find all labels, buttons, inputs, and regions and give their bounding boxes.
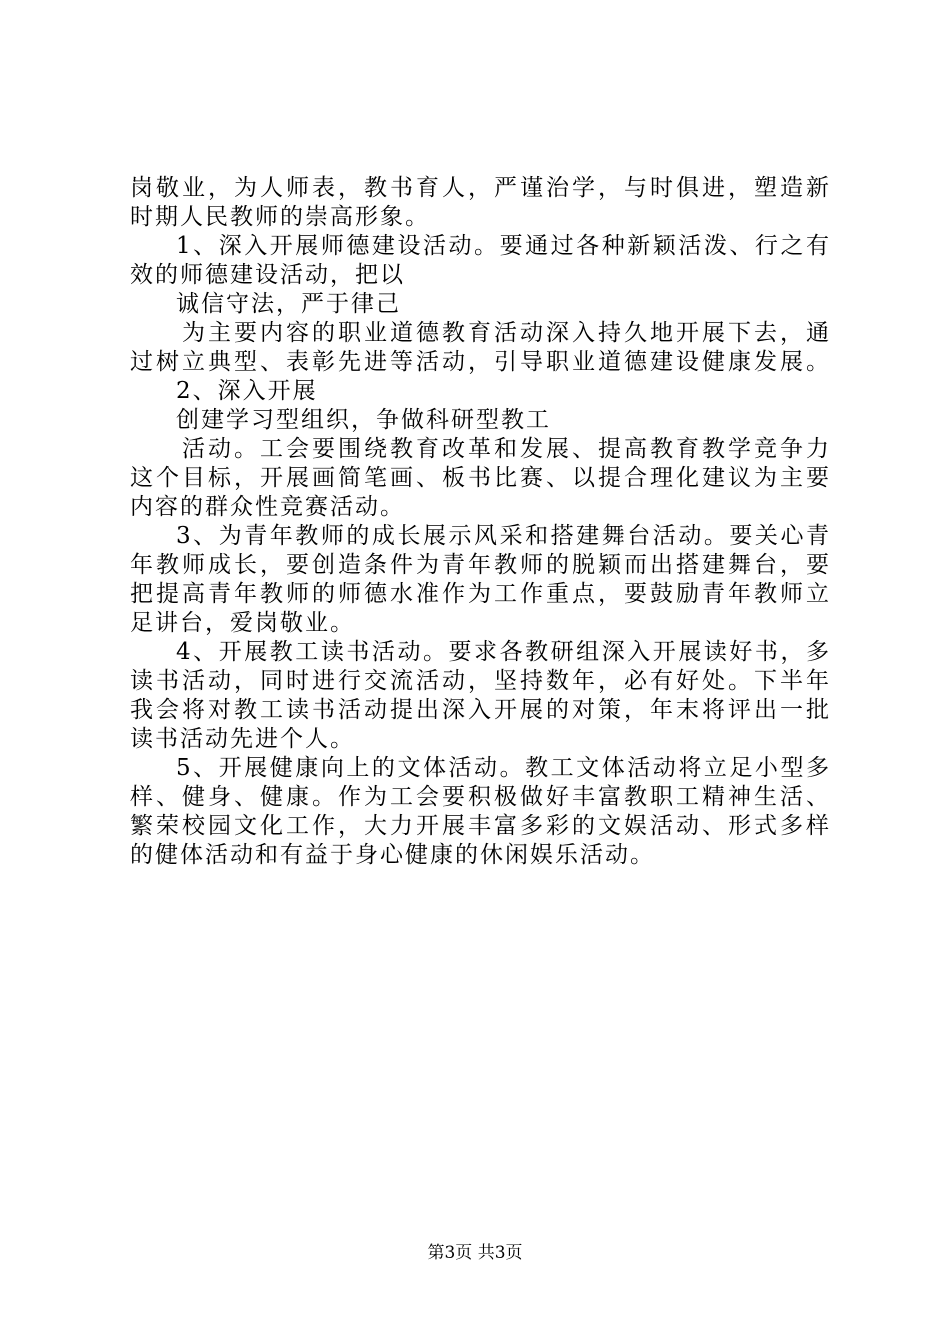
paragraph-3-start: 3、为青年教师的成长展示风采和搭建舞台活动。要关心青: [176, 523, 830, 549]
text-line-19: 我会将对教工读书活动提出深入开展的对策，年末将评出一批: [130, 697, 830, 723]
text-line-18: 读书活动，同时进行交流活动，坚持数年，必有好处。下半年: [130, 668, 830, 694]
text-line-14: 年教师成长，要创造条件为青年教师的脱颖而出搭建舞台，要: [130, 552, 830, 578]
text-line-23: 繁荣校园文化工作，大力开展丰富多彩的文娱活动、形式多样: [130, 813, 830, 839]
text-line-6: 为主要内容的职业道德教育活动深入持久地开展下去，通: [182, 320, 830, 346]
text-line-1: 岗敬业，为人师表，教书育人，严谨治学，与时俱进，塑造新: [130, 175, 830, 201]
text-line-20: 读书活动先进个人。: [130, 726, 355, 752]
text-line-22: 样、健身、健康。作为工会要积极做好丰富教职工精神生活、: [130, 784, 830, 810]
text-line-10: 活动。工会要围绕教育改革和发展、提高教育教学竞争力: [182, 436, 830, 462]
text-line-12: 内容的群众性竞赛活动。: [130, 494, 405, 520]
text-line-5: 诚信守法，严于律己: [176, 291, 401, 317]
text-line-4: 效的师德建设活动，把以: [130, 262, 405, 288]
page-footer: 第3页 共3页: [427, 1243, 523, 1263]
text-line-9: 创建学习型组织，争做科研型教工: [176, 407, 551, 433]
paragraph-5-start: 5、开展健康向上的文体活动。教工文体活动将立足小型多: [176, 755, 830, 781]
text-line-16: 足讲台，爱岗敬业。: [130, 610, 355, 636]
text-line-2: 时期人民教师的崇高形象。: [130, 204, 430, 230]
text-line-7: 过树立典型、表彰先进等活动，引导职业道德建设健康发展。: [130, 349, 830, 375]
paragraph-1-start: 1、深入开展师德建设活动。要通过各种新颖活泼、行之有: [176, 233, 830, 259]
text-line-15: 把提高青年教师的师德水准作为工作重点，要鼓励青年教师立: [130, 581, 830, 607]
document-body: [130, 174, 830, 870]
paragraph-2-start: 2、深入开展: [176, 378, 318, 404]
text-line-24: 的健体活动和有益于身心健康的休闲娱乐活动。: [130, 842, 655, 868]
text-line-11: 这个目标，开展画简笔画、板书比赛、以提合理化建议为主要: [130, 465, 830, 491]
paragraph-4-start: 4、开展教工读书活动。要求各教研组深入开展读好书，多: [176, 639, 830, 665]
